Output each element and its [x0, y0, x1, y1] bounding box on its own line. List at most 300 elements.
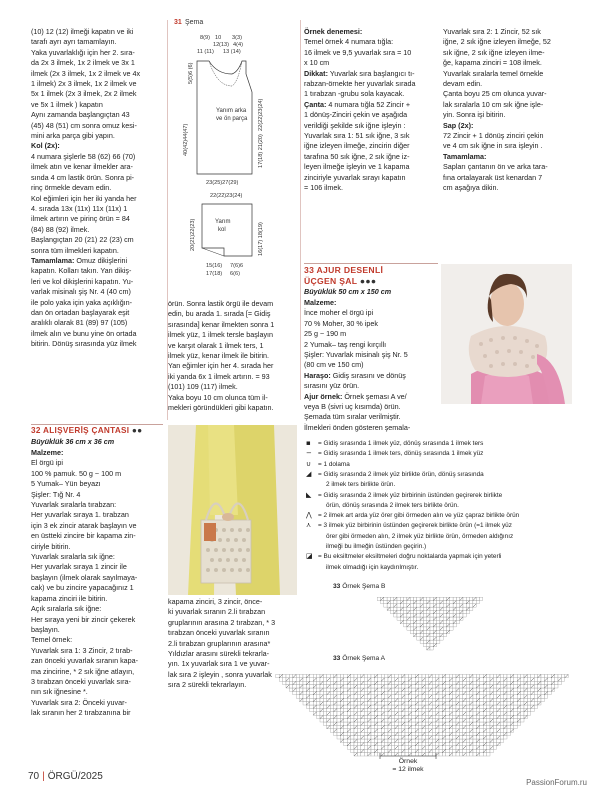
chart-cell	[320, 698, 323, 701]
chart-cell	[410, 604, 413, 607]
chart-cell	[507, 678, 510, 681]
chart-cell	[334, 732, 337, 735]
chart-cell	[446, 702, 449, 705]
chart-cell	[289, 674, 292, 677]
chart-cell	[436, 722, 439, 725]
chart-cell	[430, 627, 433, 630]
chart-cell	[279, 678, 282, 681]
text-line: Yuvarlak sıralarla tırabzan:	[31, 500, 117, 510]
chart-cell	[521, 691, 524, 694]
chart-cell	[507, 729, 510, 732]
text-line: gruplarının arasına 2 tırabzan, * 3	[168, 617, 276, 627]
chart-cell	[447, 607, 450, 610]
chart-cell	[425, 685, 428, 688]
chart-cell	[317, 715, 320, 718]
chart-cell	[517, 674, 520, 677]
chart-cell	[419, 736, 422, 739]
chart-cell	[437, 604, 440, 607]
chart-cell	[378, 736, 381, 739]
chart-cell	[351, 698, 354, 701]
chart-cell	[323, 712, 326, 715]
chart-cell	[521, 719, 524, 722]
chart-cell	[514, 698, 517, 701]
chart-cell	[456, 678, 459, 681]
text-line: lak sıranın her 2 tırabzanına bir	[31, 708, 131, 718]
chart-cell	[473, 691, 476, 694]
chart-cell	[378, 725, 381, 728]
chart-cell	[439, 674, 442, 677]
chart-cell	[364, 681, 367, 684]
chart-cell	[493, 739, 496, 742]
chart-cell	[398, 685, 401, 688]
svg-text:7(6)6: 7(6)6	[230, 263, 244, 269]
chart-cell	[351, 749, 354, 752]
chart-cell	[364, 708, 367, 711]
chart-cell	[558, 681, 561, 684]
chart-cell	[555, 681, 558, 684]
chart-cell	[527, 702, 530, 705]
chart-cell	[561, 674, 564, 677]
chart-cell	[483, 725, 486, 728]
chart-cell	[437, 634, 440, 637]
chart-cell	[476, 722, 479, 725]
chart-cell	[385, 695, 388, 698]
chart-cell	[439, 698, 442, 701]
text-line: ilmek alın ve bunu yine ön ortada	[31, 328, 137, 338]
text-line: Şişler: Yuvarlak misinalı şiş Nr. 5	[304, 350, 408, 360]
chart-cell	[524, 678, 527, 681]
chart-cell	[493, 715, 496, 718]
chart-cell	[446, 719, 449, 722]
chart-cell	[497, 685, 500, 688]
chart-cell	[410, 630, 413, 633]
chart-cell	[504, 702, 507, 705]
chart-cell	[500, 691, 503, 694]
chart-cell	[456, 614, 459, 617]
chart-cell	[423, 607, 426, 610]
chart-cell	[490, 729, 493, 732]
chart-cell	[364, 722, 367, 725]
chart-cell	[317, 708, 320, 711]
chart-cell	[473, 753, 476, 756]
chart-cell	[473, 725, 476, 728]
chart-cell	[391, 681, 394, 684]
chart-cell	[497, 698, 500, 701]
chart-cell	[388, 719, 391, 722]
chart-cell	[433, 614, 436, 617]
chart-cell	[398, 722, 401, 725]
chart-cell	[420, 627, 423, 630]
chart-cell	[490, 695, 493, 698]
chart-cell	[561, 678, 564, 681]
chart-cell	[534, 678, 537, 681]
chart-cell	[527, 681, 530, 684]
chart-cell	[504, 729, 507, 732]
section33-size: Büyüklük 50 cm x 150 cm	[304, 287, 392, 296]
chart-cell	[463, 674, 466, 677]
chart-cell	[351, 685, 354, 688]
chart-cell	[500, 688, 503, 691]
page-number: 70	[28, 771, 40, 782]
chart-cell	[330, 695, 333, 698]
chart-cell	[476, 729, 479, 732]
chart-cell	[351, 736, 354, 739]
chart-cell	[439, 685, 442, 688]
chart-cell	[446, 708, 449, 711]
chart-cell	[473, 695, 476, 698]
text-line: Her yuvarlak sıraya 1 zincir ile	[31, 562, 127, 572]
chart-cell	[347, 739, 350, 742]
chart-cell	[344, 725, 347, 728]
text-line: Dikkat: Yuvarlak sıra başlangıcı tı-	[304, 68, 415, 78]
chart-cell	[521, 705, 524, 708]
chart-cell	[430, 607, 433, 610]
chart-cell	[404, 624, 407, 627]
chart-cell	[398, 732, 401, 735]
chart-cell	[323, 691, 326, 694]
chart-cell	[334, 691, 337, 694]
chart-cell	[500, 725, 503, 728]
chart-cell	[437, 620, 440, 623]
chart-cell	[351, 705, 354, 708]
chart-cell	[429, 698, 432, 701]
chart-cell	[453, 712, 456, 715]
chart-cell	[430, 637, 433, 640]
chart-cell	[433, 634, 436, 637]
chart-cell	[404, 601, 407, 604]
chart-cell	[531, 702, 534, 705]
chart-cell	[470, 712, 473, 715]
chart-cell	[507, 691, 510, 694]
chart-cell	[429, 685, 432, 688]
chart-cell	[398, 715, 401, 718]
right-top-col1	[304, 27, 440, 194]
chart-cell	[417, 637, 420, 640]
chart-cell	[425, 681, 428, 684]
text-line: Yaka boyu 10 cm olunca tüm il-	[168, 392, 268, 402]
chart-cell	[357, 753, 360, 756]
chart-cell	[398, 739, 401, 742]
chart-cell	[398, 712, 401, 715]
chart-cell	[500, 674, 503, 677]
chart-cell	[364, 746, 367, 749]
chart-cell	[430, 610, 433, 613]
chart-cell	[541, 695, 544, 698]
site-watermark: PassionForum.ru	[526, 778, 587, 787]
chart-cell	[487, 712, 490, 715]
chart-cell	[524, 691, 527, 694]
chart-cell	[387, 604, 390, 607]
chart-cell	[440, 610, 443, 613]
chart-cell	[480, 674, 483, 677]
chart-cell	[432, 708, 435, 711]
chart-cell	[425, 705, 428, 708]
chart-cell	[493, 695, 496, 698]
chart-cell	[487, 725, 490, 728]
chart-cell	[340, 681, 343, 684]
chart-cell	[437, 610, 440, 613]
chart-cell	[456, 732, 459, 735]
chart-cell	[459, 719, 462, 722]
chart-cell	[330, 702, 333, 705]
chart-cell	[449, 702, 452, 705]
chart-cell	[378, 746, 381, 749]
chart-cell	[466, 736, 469, 739]
chart-cell	[439, 753, 442, 756]
chart-cell	[410, 614, 413, 617]
chart-cell	[374, 678, 377, 681]
chart-cell	[422, 695, 425, 698]
chart-cell	[425, 702, 428, 705]
chart-cell	[534, 705, 537, 708]
text-line: iğne izleyen ilmeğe, zincirin diğer	[304, 141, 410, 151]
text-line: veya B (sivri uç kısımda) örün.	[304, 402, 401, 412]
chart-cell	[390, 597, 393, 600]
chart-cell	[459, 742, 462, 745]
chart-cell	[466, 715, 469, 718]
chart-cell	[357, 732, 360, 735]
chart-cell	[463, 601, 466, 604]
chart-cell	[378, 722, 381, 725]
chart-cell	[317, 674, 320, 677]
chart-cell	[391, 742, 394, 745]
text-line: Çanta: 4 numara tığla 52 Zincir +	[304, 99, 411, 109]
chart-cell	[480, 685, 483, 688]
chart-cell	[446, 739, 449, 742]
chart-a-label: 33 Örnek Şema A	[333, 655, 386, 662]
chart-cell	[303, 688, 306, 691]
chart-cell	[388, 691, 391, 694]
svg-text:11 (11): 11 (11)	[197, 49, 214, 55]
chart-cell	[483, 753, 486, 756]
chart-cell	[423, 620, 426, 623]
chart-cell	[510, 719, 513, 722]
chart-cell	[423, 624, 426, 627]
chart-cell	[446, 736, 449, 739]
chart-cell	[507, 688, 510, 691]
chart-cell	[534, 685, 537, 688]
chart-cell	[514, 678, 517, 681]
chart-cell	[430, 634, 433, 637]
chart-cell	[534, 698, 537, 701]
chart-cell	[456, 607, 459, 610]
chart-cell	[524, 705, 527, 708]
chart-cell	[480, 715, 483, 718]
text-line: için 3 ek zincir atarak başlayın ve	[31, 520, 137, 530]
chart-cell	[453, 725, 456, 728]
chart-cell	[351, 725, 354, 728]
chart-cell	[449, 742, 452, 745]
chart-cell	[487, 739, 490, 742]
chart-cell	[450, 624, 453, 627]
chart-cell	[548, 685, 551, 688]
chart-cell	[313, 674, 316, 677]
chart-cell	[473, 705, 476, 708]
chart-cell	[374, 732, 377, 735]
chart-cell	[514, 715, 517, 718]
chart-cell	[289, 685, 292, 688]
chart-cell	[463, 614, 466, 617]
chart-cell	[450, 614, 453, 617]
section33-title: 33 AJUR DESENLİ ÜÇGEN ŞAL ●●●	[304, 265, 384, 286]
chart-cell	[446, 688, 449, 691]
chart-cell	[432, 742, 435, 745]
chart-cell	[404, 604, 407, 607]
chart-cell	[347, 719, 350, 722]
chart-cell	[436, 708, 439, 711]
chart-cell	[432, 736, 435, 739]
chart-cell	[397, 597, 400, 600]
text-line: (10) 12 (12) ilmeği kapatın ve iki	[31, 27, 134, 36]
chart-cell	[544, 695, 547, 698]
svg-text:17(18): 17(18)	[206, 271, 223, 277]
chart-cell	[323, 719, 326, 722]
chart-cell	[473, 601, 476, 604]
chart-cell	[456, 685, 459, 688]
chart-cell	[456, 604, 459, 607]
chart-cell	[466, 725, 469, 728]
chart-cell	[330, 729, 333, 732]
chart-cell	[470, 607, 473, 610]
chart-cell	[340, 729, 343, 732]
chart-cell	[398, 702, 401, 705]
chart-cell	[449, 708, 452, 711]
chart-cell	[317, 678, 320, 681]
chart-cell	[412, 695, 415, 698]
chart-cell	[320, 712, 323, 715]
chart-cell	[439, 715, 442, 718]
text-line: (45) 48 (51) cm sonra omuz kesi-	[31, 120, 137, 130]
chart-cell	[398, 678, 401, 681]
text-line: Kol (2x):	[31, 141, 60, 151]
chart-cell	[490, 708, 493, 711]
chart-cell	[447, 620, 450, 623]
text-line: ve karşıt olarak 1 ilmek ters, 1	[168, 340, 264, 350]
chart-cell	[470, 698, 473, 701]
chart-cell	[439, 688, 442, 691]
chart-cell	[371, 688, 374, 691]
text-line: dan ön ortadan başlayarak eşit	[31, 307, 130, 317]
chart-cell	[344, 708, 347, 711]
chart-cell	[473, 674, 476, 677]
chart-cell	[419, 712, 422, 715]
chart-cell	[378, 674, 381, 677]
chart-cell	[323, 702, 326, 705]
chart-cell	[354, 715, 357, 718]
chart-cell	[357, 712, 360, 715]
chart-cell	[361, 746, 364, 749]
chart-cell	[351, 732, 354, 735]
chart-cell	[391, 746, 394, 749]
chart-cell	[493, 702, 496, 705]
chart-cell	[456, 739, 459, 742]
chart-cell	[344, 732, 347, 735]
chart-a-note-arrows	[378, 752, 438, 760]
chart-cell	[453, 610, 456, 613]
chart-cell	[432, 725, 435, 728]
chart-cell	[497, 691, 500, 694]
chart-cell	[351, 681, 354, 684]
chart-cell	[334, 712, 337, 715]
chart-cell	[507, 674, 510, 677]
chart-cell	[453, 739, 456, 742]
chart-cell	[453, 674, 456, 677]
chart-cell	[480, 746, 483, 749]
chart-cell	[414, 617, 417, 620]
text-line: 1 dönüş-Zinciri çekin ve aşağıda	[304, 110, 408, 120]
chart-cell	[344, 712, 347, 715]
chart-cell	[487, 708, 490, 711]
text-line: kapama zinciri, 3 zincir, önce-	[168, 597, 263, 606]
chart-cell	[344, 695, 347, 698]
chart-cell	[453, 722, 456, 725]
chart-cell	[412, 698, 415, 701]
chart-cell	[534, 702, 537, 705]
chart-cell	[450, 620, 453, 623]
chart-cell	[487, 746, 490, 749]
chart-cell	[534, 681, 537, 684]
chart-cell	[344, 698, 347, 701]
chart-cell	[541, 691, 544, 694]
chart-cell	[456, 597, 459, 600]
chart-cell	[391, 702, 394, 705]
text-line: Örnek denemesi:	[304, 27, 363, 36]
chart-cell	[436, 674, 439, 677]
chart-cell	[368, 749, 371, 752]
chart-cell	[442, 719, 445, 722]
chart-cell	[354, 722, 357, 725]
chart-cell	[437, 597, 440, 600]
chart-cell	[427, 610, 430, 613]
chart-cell	[381, 729, 384, 732]
chart-cell	[323, 674, 326, 677]
chart-cell	[538, 685, 541, 688]
chart-cell	[437, 614, 440, 617]
chart-cell	[449, 715, 452, 718]
text-line: mekleri göründükleri gibi kapatın.	[168, 403, 274, 413]
chart-cell	[466, 674, 469, 677]
chart-cell	[423, 634, 426, 637]
chart-cell	[473, 685, 476, 688]
svg-text:ve ön parça: ve ön parça	[216, 116, 248, 122]
chart-cell	[405, 722, 408, 725]
text-line: aralıklı olarak 81 (89) 97 (105)	[31, 318, 128, 328]
chart-cell	[415, 691, 418, 694]
chart-cell	[476, 736, 479, 739]
chart-cell	[405, 678, 408, 681]
chart-cell	[555, 674, 558, 677]
chart-cell	[480, 712, 483, 715]
chart-cell	[459, 739, 462, 742]
chart-cell	[323, 678, 326, 681]
chart-cell	[378, 688, 381, 691]
text-line: İlmekleri önden gösteren şemala-	[304, 422, 411, 432]
chart-cell	[323, 695, 326, 698]
legend-text: = 3 ilmek yüz birbirinin üstünden geçirerek birlikte örün (=1 ilmek yüz	[318, 522, 512, 530]
chart-cell	[453, 753, 456, 756]
chart-cell	[439, 736, 442, 739]
chart-cell	[439, 708, 442, 711]
chart-cell	[449, 681, 452, 684]
text-line: leri ve kol dikişlerini kapatın. Yu-	[31, 276, 134, 286]
chart-cell	[344, 678, 347, 681]
chart-cell	[432, 715, 435, 718]
chart-cell	[397, 610, 400, 613]
chart-cell	[334, 678, 337, 681]
chart-cell	[412, 729, 415, 732]
chart-cell	[456, 719, 459, 722]
chart-cell	[466, 708, 469, 711]
